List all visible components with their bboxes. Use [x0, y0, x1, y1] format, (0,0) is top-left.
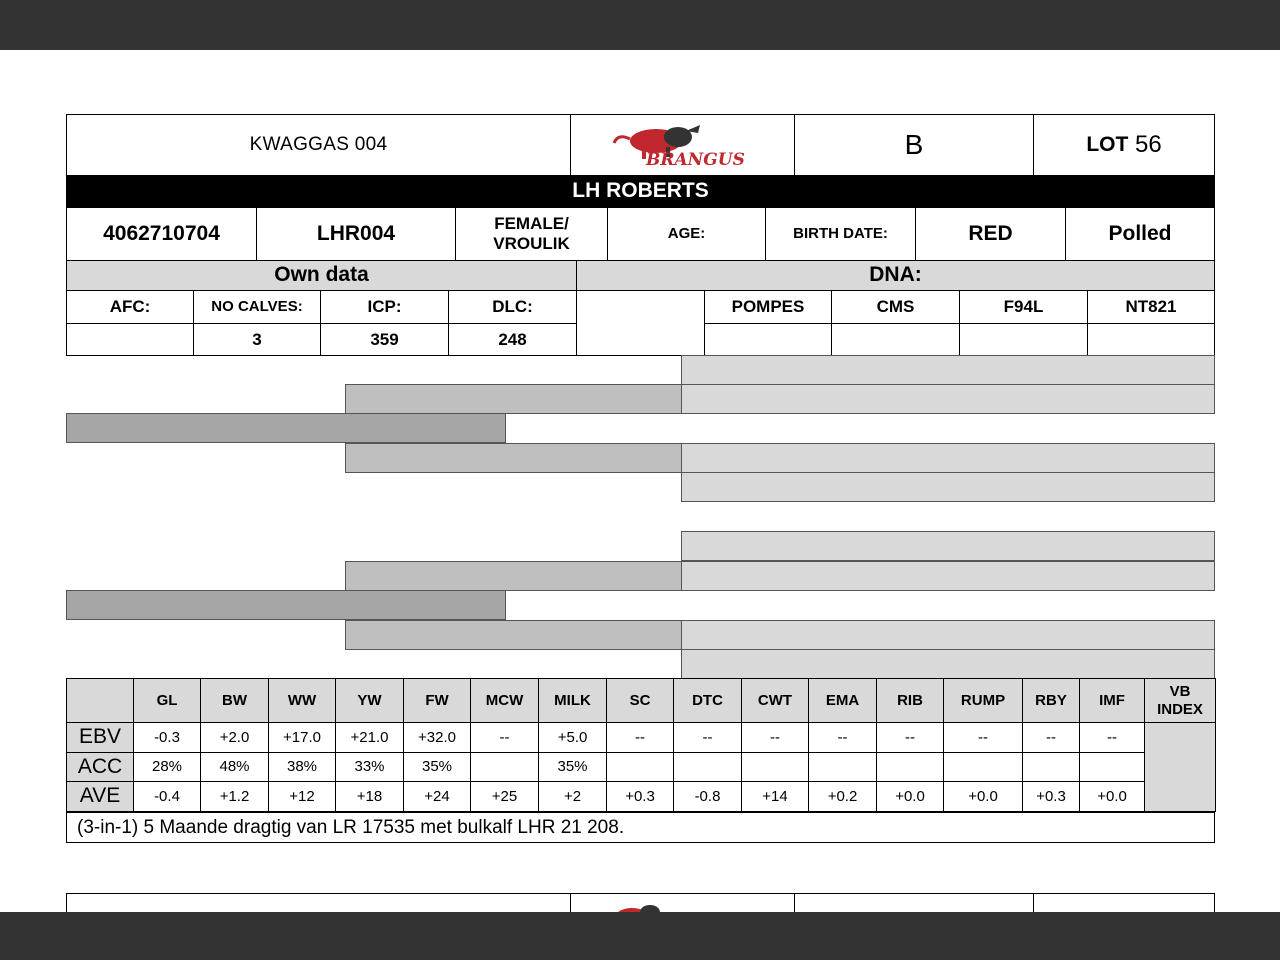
- pedigree-sire-sire-sire: [681, 355, 1215, 385]
- ebv-column-header: CWT: [741, 678, 809, 723]
- ebv-column-header: MILK: [538, 678, 607, 723]
- lot-label: LOT: [1086, 132, 1129, 156]
- animal-id: LHR004: [256, 207, 456, 261]
- pedigree-dam-dam: [345, 620, 682, 650]
- ebv-corner-cell: [66, 678, 134, 723]
- afc-label: AFC:: [66, 290, 194, 324]
- no-calves-value: 3: [193, 323, 321, 356]
- ebv-value-cell: [470, 752, 539, 782]
- catalog-page: [0, 50, 1280, 912]
- ebv-value-cell: -0.3: [133, 722, 201, 753]
- ebv-column-header: EMA: [808, 678, 877, 723]
- ebv-value-cell: 33%: [335, 752, 404, 782]
- sex-field: [455, 207, 608, 261]
- pedigree-dam-sire: [345, 561, 682, 591]
- ebv-value-cell: +0.0: [1079, 781, 1145, 812]
- ebv-column-header: GL: [133, 678, 201, 723]
- ebv-value-cell: --: [470, 722, 539, 753]
- logo-wordmark: BRANGUS: [645, 150, 745, 169]
- breeder-name: LH ROBERTS: [66, 175, 1215, 208]
- pedigree-sire: [66, 413, 506, 443]
- no-calves-label: NO CALVES:: [193, 290, 321, 324]
- ebv-value-cell: 35%: [403, 752, 471, 782]
- ebv-value-cell: 35%: [538, 752, 607, 782]
- birth-date-label: BIRTH DATE:: [765, 207, 916, 261]
- ebv-value-cell: 48%: [200, 752, 269, 782]
- ebv-value-cell: +0.2: [808, 781, 877, 812]
- cattle-logo-icon: [610, 900, 680, 912]
- dna-f94l-value: [959, 323, 1088, 356]
- dna-blank-cell: [576, 290, 705, 356]
- ebv-value-cell: [606, 752, 674, 782]
- pedigree-dam-dam-dam: [681, 649, 1215, 679]
- ebv-row-label: AVE: [66, 781, 134, 812]
- pedigree-sire-dam: [345, 443, 682, 473]
- ebv-value-cell: +0.0: [943, 781, 1023, 812]
- dna-pompes-value: [704, 323, 832, 356]
- ebv-value-cell: +24: [403, 781, 471, 812]
- ebv-value-cell: +25: [470, 781, 539, 812]
- ebv-value-cell: [741, 752, 809, 782]
- pedigree-sire-dam-sire: [681, 443, 1215, 473]
- ebv-value-cell: [876, 752, 944, 782]
- ebv-value-cell: --: [876, 722, 944, 753]
- ebv-value-cell: +32.0: [403, 722, 471, 753]
- pedigree-dam-dam-sire: [681, 620, 1215, 650]
- ebv-value-cell: --: [606, 722, 674, 753]
- vb-index-header: [1144, 678, 1216, 723]
- dlc-label: DLC:: [448, 290, 577, 324]
- sex-line-1: FEMALE/: [494, 214, 569, 234]
- dlc-value: 248: [448, 323, 577, 356]
- ebv-value-cell: --: [943, 722, 1023, 753]
- ebv-value-cell: +0.0: [876, 781, 944, 812]
- ebv-value-cell: +1.2: [200, 781, 269, 812]
- sex-line-2: VROULIK: [493, 234, 570, 253]
- ebv-value-cell: [673, 752, 742, 782]
- ebv-value-cell: -0.4: [133, 781, 201, 812]
- ebv-value-cell: 28%: [133, 752, 201, 782]
- ebv-column-header: DTC: [673, 678, 742, 723]
- pedigree-sire-dam-dam: [681, 472, 1215, 502]
- ebv-value-cell: 38%: [268, 752, 336, 782]
- dna-title: DNA:: [576, 260, 1215, 291]
- remarks: (3-in-1) 5 Maande dragtig van LR 17535 met bulkalf LHR 21 208.: [66, 812, 1215, 843]
- dna-nt821-value: [1087, 323, 1215, 356]
- ebv-column-header: RUMP: [943, 678, 1023, 723]
- pedigree-dam-sire-dam: [681, 561, 1215, 591]
- ebv-value-cell: +2.0: [200, 722, 269, 753]
- ebv-row-label: EBV: [66, 722, 134, 753]
- pedigree-sire-sire: [345, 384, 682, 414]
- dna-cms-value: [831, 323, 960, 356]
- next-card-divider: [570, 893, 571, 912]
- color-field: RED: [915, 207, 1066, 261]
- pedigree-dam-sire-sire: [681, 531, 1215, 561]
- ebv-row-label: ACC: [66, 752, 134, 782]
- ebv-column-header: RBY: [1022, 678, 1080, 723]
- lot-number: 56: [1134, 131, 1162, 159]
- ebv-value-cell: --: [741, 722, 809, 753]
- viewer-bottom-bar: [0, 912, 1280, 960]
- vb-index-value: [1144, 722, 1216, 812]
- ebv-value-cell: +0.3: [1022, 781, 1080, 812]
- viewer-top-bar: [0, 0, 1280, 50]
- vb-index-line-2: INDEX: [1157, 700, 1203, 718]
- ebv-value-cell: [943, 752, 1023, 782]
- ebv-column-header: MCW: [470, 678, 539, 723]
- cattle-logo-icon: [608, 121, 758, 169]
- ebv-column-header: FW: [403, 678, 471, 723]
- grade-badge: B: [794, 114, 1034, 176]
- afc-value: [66, 323, 194, 356]
- ebv-value-cell: +18: [335, 781, 404, 812]
- ebv-value-cell: --: [808, 722, 877, 753]
- lot-box: [1033, 114, 1215, 176]
- ebv-value-cell: [1079, 752, 1145, 782]
- ebv-value-cell: +17.0: [268, 722, 336, 753]
- dna-pompes-label: POMPES: [704, 290, 832, 324]
- age-label: AGE:: [607, 207, 766, 261]
- ebv-value-cell: +12: [268, 781, 336, 812]
- ebv-value-cell: [1022, 752, 1080, 782]
- ebv-column-header: SC: [606, 678, 674, 723]
- brangus-logo: [570, 114, 795, 176]
- icp-label: ICP:: [320, 290, 449, 324]
- dna-cms-label: CMS: [831, 290, 960, 324]
- ebv-column-header: BW: [200, 678, 269, 723]
- next-card-logo: [610, 900, 680, 912]
- ebv-column-header: IMF: [1079, 678, 1145, 723]
- ebv-value-cell: [808, 752, 877, 782]
- ebv-value-cell: --: [673, 722, 742, 753]
- own-data-title: Own data: [66, 260, 577, 291]
- ebv-value-cell: --: [1022, 722, 1080, 753]
- ebv-value-cell: +14: [741, 781, 809, 812]
- dna-nt821-label: NT821: [1087, 290, 1215, 324]
- horn-status: Polled: [1065, 207, 1215, 261]
- next-card-divider: [794, 893, 795, 912]
- ebv-value-cell: --: [1079, 722, 1145, 753]
- ebv-value-cell: +5.0: [538, 722, 607, 753]
- registration-number: 4062710704: [66, 207, 257, 261]
- pedigree-sire-sire-dam: [681, 384, 1215, 414]
- vb-index-line-1: VB: [1169, 683, 1191, 701]
- pedigree-dam: [66, 590, 506, 620]
- icp-value: 359: [320, 323, 449, 356]
- ebv-column-header: WW: [268, 678, 336, 723]
- ebv-column-header: RIB: [876, 678, 944, 723]
- ebv-value-cell: +0.3: [606, 781, 674, 812]
- ebv-value-cell: -0.8: [673, 781, 742, 812]
- dna-f94l-label: F94L: [959, 290, 1088, 324]
- ebv-value-cell: +21.0: [335, 722, 404, 753]
- ebv-value-cell: +2: [538, 781, 607, 812]
- ebv-column-header: YW: [335, 678, 404, 723]
- next-card-divider: [1033, 893, 1034, 912]
- farm-code: KWAGGAS 004: [66, 114, 571, 176]
